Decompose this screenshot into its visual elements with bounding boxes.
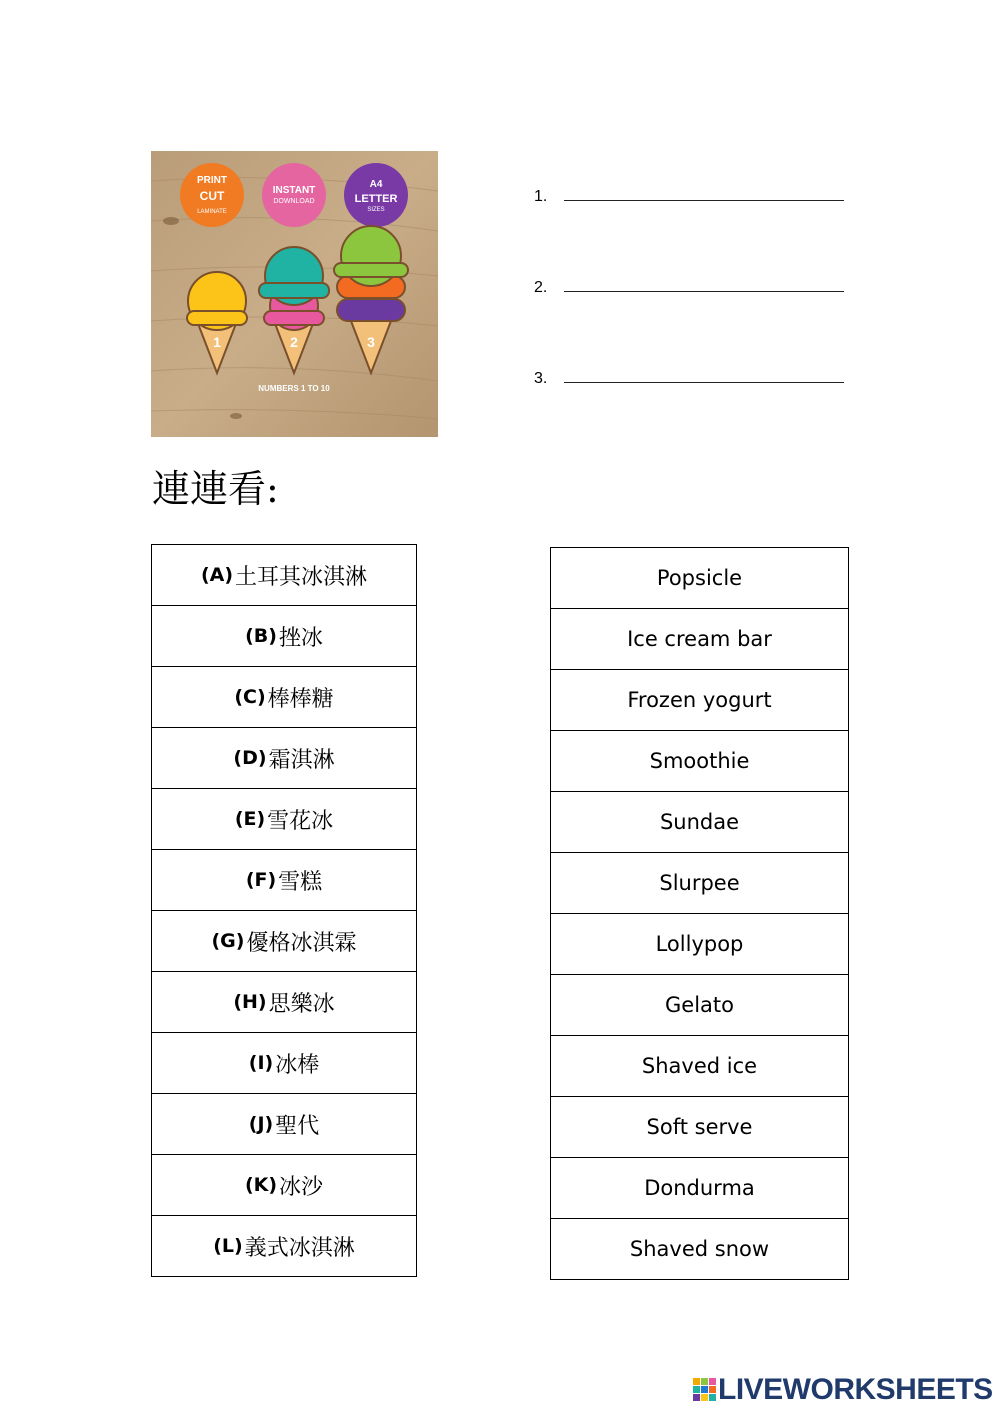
left-match-column — [151, 544, 417, 1277]
svg-text:3: 3 — [367, 334, 375, 350]
item-label: (G) — [211, 930, 245, 952]
left-item-11[interactable] — [152, 1216, 416, 1277]
badge-a4-letter — [344, 163, 408, 227]
item-label: (C) — [234, 686, 266, 708]
right-item-3[interactable]: Smoothie — [551, 731, 848, 792]
right-item-8[interactable]: Shaved ice — [551, 1036, 848, 1097]
left-item-9[interactable] — [152, 1094, 416, 1155]
item-text: 冰沙 — [279, 1174, 324, 1200]
item-label: (B) — [245, 625, 277, 647]
right-item-0[interactable]: Popsicle — [551, 548, 848, 609]
item-text: 思樂冰 — [268, 991, 335, 1017]
item-text: 霜淇淋 — [268, 747, 335, 773]
svg-text:SIZES: SIZES — [367, 207, 385, 213]
item-label: (I) — [248, 1052, 274, 1074]
item-text: 優格冰淇霖 — [246, 930, 357, 956]
answer-blank-3[interactable] — [564, 368, 844, 383]
right-item-10[interactable]: Dondurma — [551, 1158, 848, 1219]
right-item-2[interactable]: Frozen yogurt — [551, 670, 848, 731]
left-item-8[interactable] — [152, 1033, 416, 1094]
blank-row-3 — [534, 368, 844, 388]
item-text: 雪花冰 — [267, 808, 334, 834]
right-item-11[interactable]: Shaved snow — [551, 1219, 848, 1280]
right-item-9[interactable]: Soft serve — [551, 1097, 848, 1158]
item-label: (L) — [213, 1235, 243, 1257]
svg-text:LETTER: LETTER — [354, 193, 398, 205]
right-match-column — [550, 547, 849, 1280]
badge-instant-download — [262, 163, 326, 227]
right-item-7[interactable]: Gelato — [551, 975, 848, 1036]
item-text: 雪糕 — [278, 869, 323, 895]
answer-blank-2[interactable] — [564, 277, 844, 292]
right-item-6[interactable]: Lollypop — [551, 914, 848, 975]
picture-caption: NUMBERS 1 TO 10 — [258, 384, 330, 393]
right-item-4[interactable]: Sundae — [551, 792, 848, 853]
item-text: 棒棒糖 — [267, 686, 334, 712]
blank-row-1 — [534, 186, 844, 206]
item-label: (A) — [200, 564, 234, 586]
item-label: (H) — [233, 991, 267, 1013]
brand-name: LIVEWORKSHEETS — [718, 1373, 993, 1406]
liveworksheets-logo — [692, 1374, 993, 1406]
svg-text:A4: A4 — [369, 179, 383, 190]
item-label: (F) — [245, 869, 277, 891]
left-item-10[interactable] — [152, 1155, 416, 1216]
svg-text:LAMINATE: LAMINATE — [197, 209, 227, 215]
left-item-1[interactable] — [152, 606, 416, 667]
page-heading: 連連看: — [152, 467, 279, 511]
item-label: (E) — [234, 808, 266, 830]
blank-number: 1. — [534, 188, 548, 205]
item-label: (D) — [233, 747, 267, 769]
item-label: (K) — [244, 1174, 278, 1196]
item-text: 聖代 — [275, 1113, 320, 1139]
left-item-0[interactable] — [152, 545, 416, 606]
item-text: 義式冰淇淋 — [244, 1235, 355, 1261]
left-item-6[interactable] — [152, 911, 416, 972]
right-item-5[interactable]: Slurpee — [551, 853, 848, 914]
svg-text:CUT: CUT — [199, 189, 225, 203]
svg-text:INSTANT: INSTANT — [272, 185, 316, 196]
item-text: 挫冰 — [278, 625, 323, 651]
left-item-3[interactable] — [152, 728, 416, 789]
left-item-2[interactable] — [152, 667, 416, 728]
blank-row-2 — [534, 277, 844, 297]
svg-text:PRINT: PRINT — [197, 175, 227, 186]
item-text: 冰棒 — [275, 1052, 320, 1078]
badge-print-cut — [180, 163, 244, 227]
svg-text:DOWNLOAD: DOWNLOAD — [273, 198, 315, 205]
right-item-1[interactable]: Ice cream bar — [551, 609, 848, 670]
answer-blank-1[interactable] — [564, 186, 844, 201]
left-item-7[interactable] — [152, 972, 416, 1033]
svg-text:2: 2 — [290, 334, 298, 350]
left-item-4[interactable] — [152, 789, 416, 850]
logo-grid-icon — [692, 1377, 718, 1403]
blank-number: 2. — [534, 279, 548, 296]
item-text: 土耳其冰淇淋 — [235, 564, 368, 590]
svg-text:1: 1 — [213, 334, 221, 350]
item-label: (J) — [248, 1113, 274, 1135]
ice-cream-numbers-picture — [151, 151, 438, 437]
left-item-5[interactable] — [152, 850, 416, 911]
blank-number: 3. — [534, 370, 548, 387]
